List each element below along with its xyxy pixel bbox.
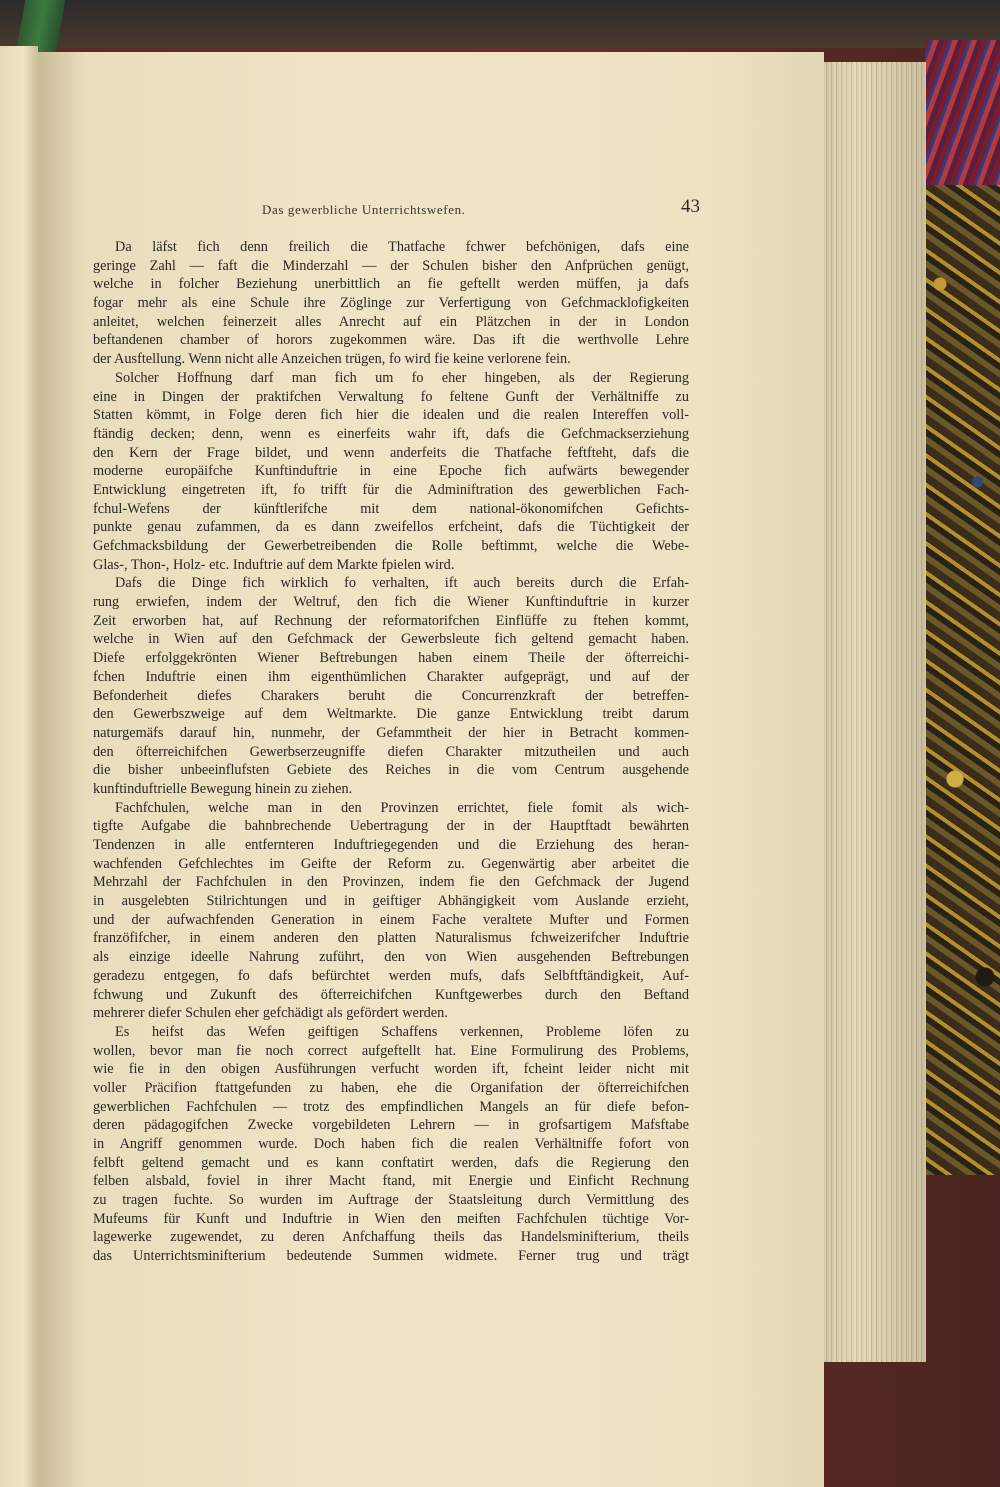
text-line: voller Präcifion ftattgefunden zu haben, ehe die Organifation der öfterreichifchen <box>93 1079 689 1096</box>
text-line: wie fie in den obigen Ausführungen verfucht worden ift, fcheint leider nicht mit <box>93 1061 689 1078</box>
text-line: welche in folcher Beziehung unerbittlich an fie geftellt werden müffen, ja dafs <box>93 276 689 293</box>
text-line: das Unterrichtsminifterium bedeutende Summen widmete. Ferner trug und trägt <box>93 1248 689 1265</box>
text-line: Tendenzen in alle entfernteren Induftriegegenden und die Erziehung des heran- <box>93 837 689 853</box>
text-line: wachfenden Gefchlechtes im Geifte der Reform zu. Gegenwärtig aber arbeitet die <box>93 855 689 872</box>
text-line: punkte genau zufammen, da es dann zweifellos erfcheint, dafs die Tüchtigkeit der <box>93 519 689 536</box>
running-head: Das gewerbliche Unterrichtswefen. <box>262 202 466 217</box>
text-line: ftändig decken; denn, wenn es einerfeits wahr ift, dafs die Gefchmackserziehung <box>93 425 689 442</box>
text-line: felben alsbald, foviel in ihrer Macht ftand, mit Energie und Einficht Rechnung <box>93 1173 689 1190</box>
text-line: Glas-, Thon-, Holz- etc. Induftrie auf dem Markte fpielen wird. <box>93 556 455 573</box>
text-line: Befonderheit diefes Charakers beruht die Concurrenzkraft der betreffen- <box>93 687 689 704</box>
text-line: gewerblichen Fachfchulen — trotz des empfindlichen Mangels an für diefe befon- <box>93 1098 689 1115</box>
text-line: lagewerke zugewendet, zu deren Anfchaffung theils das Handelsminifterium, theils <box>93 1229 689 1246</box>
text-line: welche in Wien auf den Gefchmack der Gewerbsleute fich geltend gemacht haben. <box>93 631 689 648</box>
text-line: Diefe erfolggekrönten Wiener Beftrebungen haben einem Theile der öfterreichi- <box>93 650 689 667</box>
text-line: Es heifst das Wefen geiftigen Schaffens verkennen, Probleme löfen zu <box>115 1023 689 1040</box>
text-line: Da läfst fich denn freilich die Thatfache fchwer befchönigen, dafs eine <box>115 239 689 255</box>
text-line: geradezu entgegen, fo dafs befürchtet werden mufs, dafs Selbftftändigkeit, Auf- <box>93 967 689 984</box>
page-number: 43 <box>681 196 700 217</box>
text-line: Gefchmacksbildung der Gewerbetreibenden die Rolle beftimmt, welche die Webe- <box>93 538 689 554</box>
text-line: beftandenen chamber of horors zugekommen wäre. Das ift die werthvolle Lehre <box>93 332 689 349</box>
text-line: Entwicklung eingetreten ift, fo trifft für die Adminiftration des gewerblichen Fach- <box>93 481 689 498</box>
body-text <box>93 238 689 1266</box>
text-line: franzöfifcher, in einem anderen den platten Naturalismus fchweizerifcher Induftrie <box>93 930 689 947</box>
text-line: Fachfchulen, welche man in den Provinzen errichtet, fiele fomit als wich- <box>115 799 689 816</box>
text-line: deren pädagogifchen Zwecke vorgebildeten Lehrern — in grofsartigem Mafsftabe <box>93 1117 689 1134</box>
text-line: fogar mehr als eine Schule ihre Zöglinge zur Verfertigung von Gefchmacklofigkeiten <box>93 295 689 312</box>
text-line: der Ausftellung. Wenn nicht alle Anzeichen trügen, fo wird fie keine verlorene fein. <box>93 351 571 368</box>
text-line: fchen Induftrie einen ihm eigenthümlichen Charakter aufgeprägt, und auf der <box>93 668 689 685</box>
left-page-edge <box>0 46 38 1487</box>
text-line: Zeit erworben hat, auf Rechnung der reformatorifchen Einflüffe zu ftehen kommt, <box>93 612 689 629</box>
text-line: anleitet, welchen feinerzeit alles Anrecht auf ein Plätzchen in der in London <box>93 313 689 330</box>
text-line: die bisher unbeeinflufsten Gebiete des Reiches in die vom Centrum ausgehende <box>93 762 689 779</box>
text-line: eine in Dingen der praktifchen Verwaltung fo feltene Gunft der Verhältniffe zu <box>93 388 689 405</box>
text-line: naturgemäfs darauf hin, nunmehr, der Gefammtheit der hier in Betracht kommen- <box>93 724 689 741</box>
text-line: rung erwiefen, indem der Weltruf, den fich die Wiener Kunftinduftrie in kurzer <box>93 594 689 611</box>
text-line: als einzige ideelle Nahrung zuführt, den von Wien ausgehenden Beftrebungen <box>93 949 689 966</box>
text-line: Mufeums für Kunft und Induftrie in Wien den meiften Fachfchulen tüchtige Vor- <box>93 1210 689 1227</box>
text-line: moderne europäifche Kunftinduftrie in eine Epoche fich aufwärts bewegender <box>93 463 689 480</box>
text-line: zu tragen fuchte. So wurden im Auftrage der Staatsleitung durch Vermittlung des <box>93 1192 689 1209</box>
text-line: tigfte Aufgabe die bahnbrechende Uebertragung der in der Hauptftadt bewährten <box>93 818 689 835</box>
text-line: Statten kömmt, in Folge deren fich hier die idealen und die realen Intereffen voll- <box>93 407 689 424</box>
text-line: Solcher Hoffnung darf man fich um fo eher hingeben, als der Regierung <box>115 369 689 386</box>
text-line: den Gewerbszweige auf dem Weltmarkte. Die ganze Entwicklung treibt darum <box>93 706 689 723</box>
text-line: fchwung und Zukunft des öfterreichifchen Kunftgewerbes durch den Beftand <box>93 986 689 1003</box>
text-line: wollen, bevor man fie noch correct aufgeftellt hat. Eine Formulirung des Problems, <box>93 1042 689 1059</box>
page-block-shading <box>824 62 926 1362</box>
top-shadow-strip <box>0 0 1000 48</box>
text-line: mehrerer diefer Schulen eher gefchädigt als gefördert werden. <box>93 1005 448 1022</box>
text-line: fchul-Wefens der künftlerifche mit dem national-ökonomifchen Gefichts- <box>93 500 689 517</box>
marbled-edge-top <box>925 40 1000 190</box>
text-line: kunftinduftrielle Bewegung hinein zu ziehen. <box>93 780 353 797</box>
text-line: den Kern der Frage bildet, und wenn anderfeits die Thatfache feftfteht, dafs die <box>93 444 689 461</box>
text-line: in ausgelebten Stilrichtungen und in geiftiger Abhängigkeit vom Auslande erzieht, <box>93 893 689 910</box>
marbled-board <box>925 185 1000 1175</box>
text-line: Dafs die Dinge fich wirklich fo verhalten, ift auch bereits durch die Erfah- <box>115 575 689 592</box>
text-line: in Angriff genommen wurde. Doch haben fich die realen Verhältniffe fofort von <box>93 1136 689 1152</box>
text-line: Mehrzahl der Fachfchulen in den Provinzen, indem fie den Gefchmack der Jugend <box>93 874 689 891</box>
text-line: felbft geltend gemacht und es kann conftatirt werden, dafs die Regierung den <box>93 1154 689 1171</box>
text-line: und der aufwachfenden Generation in einem Fache veraltete Mufter und Formen <box>93 911 689 928</box>
text-line: geringe Zahl — faft die Minderzahl — der Schulen bisher den Anfprüchen genügt, <box>93 257 689 274</box>
text-line: den öfterreichifchen Gewerbserzeugniffe diefen Charakter mitzutheilen und auch <box>93 743 689 760</box>
